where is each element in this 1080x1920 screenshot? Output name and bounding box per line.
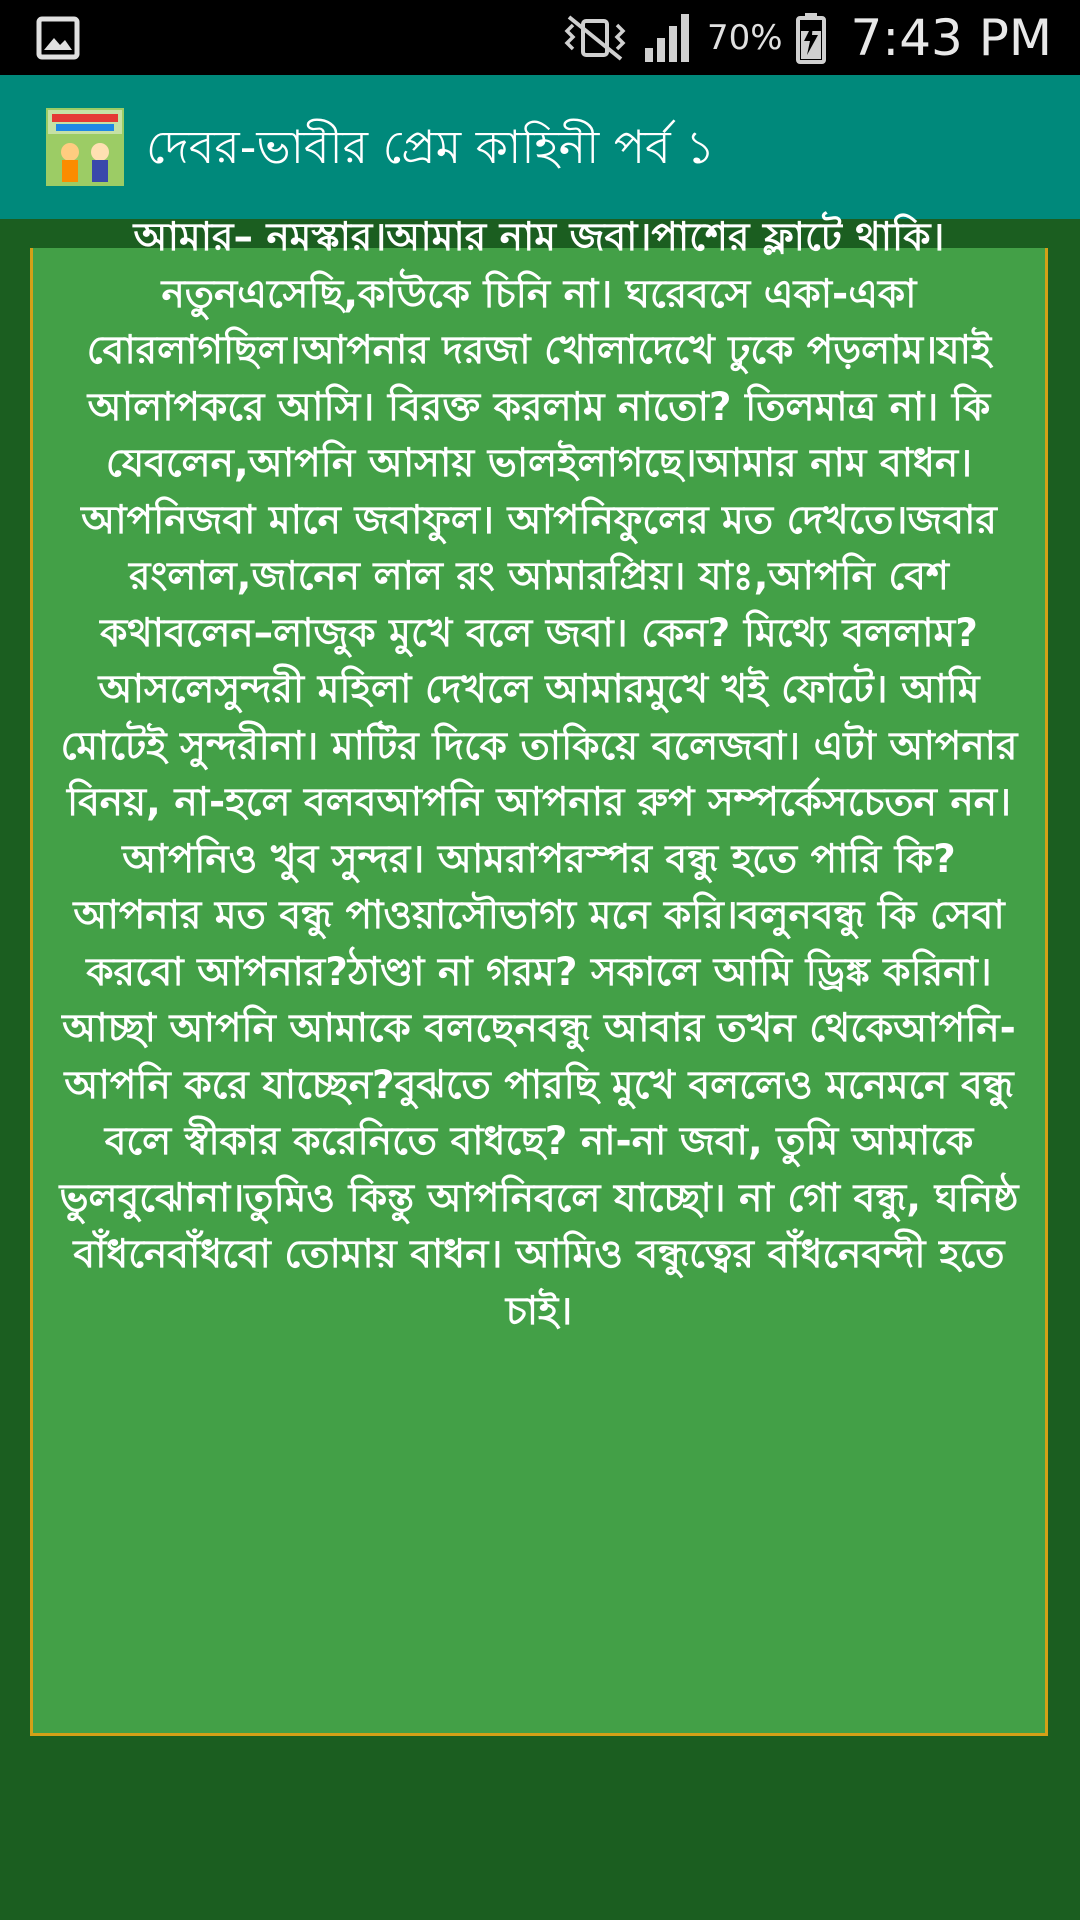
status-clock: 7:43 PM bbox=[850, 8, 1052, 67]
vibrate-mute-icon bbox=[559, 13, 631, 63]
gallery-image-icon bbox=[36, 16, 80, 60]
status-icons bbox=[559, 0, 1052, 75]
cell-signal-icon bbox=[641, 10, 697, 66]
story-card[interactable] bbox=[30, 215, 1048, 1736]
app-logo-icon[interactable] bbox=[46, 108, 124, 186]
app-bar bbox=[0, 75, 1080, 219]
battery-percent: 70% bbox=[706, 17, 783, 58]
story-text: আমার– নমস্কার।আমার নাম জবা।পাশের ফ্লাটে থাকি। নতুনএসেছি,কাউকে চিনি না। ঘরেবসে একা-একা বোরলাগছিল।আপনার দরজা খোলাদেখে ঢুকে পড়লাম।যাই আলাপকরে আসি। বিরক্ত করলাম নাতো? তিলমাত্র না। কি যেবলেন,আপনি আসায় ভালইলাগছে।আমার নাম বাধন।আপনিজবা মানে জবাফুল। আপনিফুলের মত দেখতে।জবার রংলাল,জানেন লাল রং আমারপ্রিয়। যাঃ,আপনি বেশ কথাবলেন–লাজুক মুখে বলে জবা। কেন? মিথ্যে বললাম? আসলেসুন্দরী মহিলা দেখলে আমারমুখে খই ফোটে। আমি মোটেই সুন্দরীনা। মাটির দিকে তাকিয়ে বলেজবা। এটা আপনার বিনয়, না-হলে বলবআপনি আপনার রুপ সম্পর্কেসচেতন নন। আপনিও খুব সুন্দর। আমরাপরস্পর বন্ধু হতে পারি কি? আপনার মত বন্ধু পাওয়াসৌভাগ্য মনে করি।বলুনবন্ধু কি সেবা করবো আপনার?ঠাণ্ডা না গরম? সকালে আমি ড্রিঙ্ক করিনা।আচ্ছা আপনি আমাকে বলছেনবন্ধু আবার তখন থেকেআপনি-আপনি করে যাচ্ছেন?বুঝতে পারছি মুখে বললেও মনেমনে বন্ধু বলে স্বীকার করেনিতে বাধছে? না-না জবা, তুমি আমাকে ভুলবুঝোনা।তুমিও কিন্তু আপনিবলে যাচ্ছো। না গো বন্ধু, ঘনিষ্ঠ বাঁধনেবাঁধবো তোমায় বাধন। আমিও বন্ধুত্বের বাঁধনেবন্দী হতে চাই। bbox=[59, 215, 1019, 1334]
page-title: দেবর-ভাবীর প্রেম কাহিনী পর্ব ১ bbox=[146, 120, 716, 174]
battery-charging-icon bbox=[795, 11, 827, 65]
status-bar bbox=[0, 0, 1080, 75]
